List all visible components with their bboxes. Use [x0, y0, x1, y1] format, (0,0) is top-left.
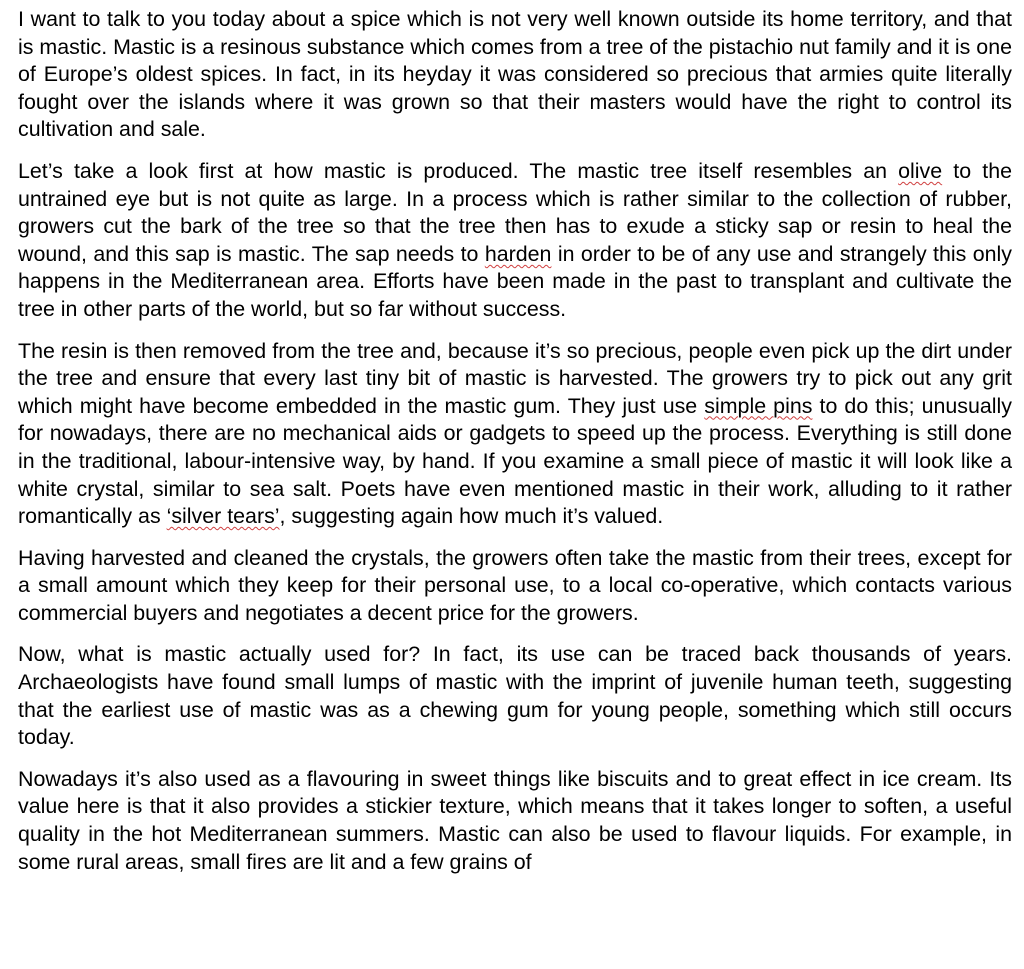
paragraph [18, 766, 1012, 876]
paragraph [18, 545, 1012, 628]
text-run: Having harvested and cleaned the crystals, the growers often take the mastic from their trees, except for a small amount which they keep for their personal use, to a local co-operative, which contacts various commercial buyers and negotiates a decent price for the growers. [18, 545, 1012, 625]
highlighted-phrase: olive [898, 158, 943, 183]
text-run: to the untrained eye but is not quite as large. In a process which is rather similar to the collection of rubber, growers cut the bark of the tree so that the tree then has to exude a sticky sap or resin to heal the wound, and this sap is mastic. The sap needs to [18, 158, 1012, 266]
text-run: , suggesting again how much it’s valued. [279, 504, 664, 529]
text-run: I want to talk to you today about a spice which is not very well known outside its home territory, and that is mastic. Mastic is a resinous substance which comes from a tree of the pistachio nut family and it is one of Europe’s oldest spices. In fact, in its heyday it was considered so precious that armies quite literally fought over the islands where it was grown so that their masters would have the right to control its cultivation and sale. [18, 7, 1012, 142]
paragraph [18, 641, 1012, 751]
paragraph [18, 338, 1012, 531]
highlighted-phrase: ‘silver tears’ [166, 504, 280, 529]
text-run: The resin is then removed from the tree and, because it’s so precious, people even pick up the dirt under the tree and ensure that every last tiny bit of mastic is harvested. The growers try to pick out any grit which might have become embedded in the mastic gum. They just use [18, 338, 1012, 418]
text-run: Nowadays it’s also used as a flavouring in sweet things like biscuits and to great effect in ice cream. Its value here is that it also provides a stickier texture, which means that it takes longer to soften, a useful quality in the hot Mediterranean summers. Mastic can also be used to flavour liquids. For example, in some rural areas, small fires are lit and a few grains of [18, 766, 1012, 874]
text-run: in order to be of any use and strangely this only happens in the Mediterranean area. Efforts have been made in the past to transplant and cultivate the tree in other parts of the world, but so far without success. [18, 241, 1012, 321]
highlighted-phrase: harden [484, 241, 552, 266]
paragraph [18, 158, 1012, 324]
paragraph [18, 6, 1012, 144]
text-run: Let’s take a look first at how mastic is produced. The mastic tree itself resembles an [18, 158, 899, 183]
highlighted-phrase: simple pins [704, 393, 813, 418]
text-run: Now, what is mastic actually used for? In fact, its use can be traced back thousands of years. Archaeologists have found small lumps of mastic with the imprint of juvenile human teeth, suggesting that the earliest use of mastic was as a chewing gum for young people, something which still occurs today. [18, 642, 1012, 750]
text-run: to do this; unusually for nowadays, there are no mechanical aids or gadgets to speed up the process. Everything is still done in the traditional, labour-intensive way, by hand. If you examine a small piece of mastic it will look like a white crystal, similar to sea salt. Poets have even mentioned mastic in their work, alluding to it rather romantically as [18, 393, 1013, 529]
document-body [18, 6, 1012, 890]
